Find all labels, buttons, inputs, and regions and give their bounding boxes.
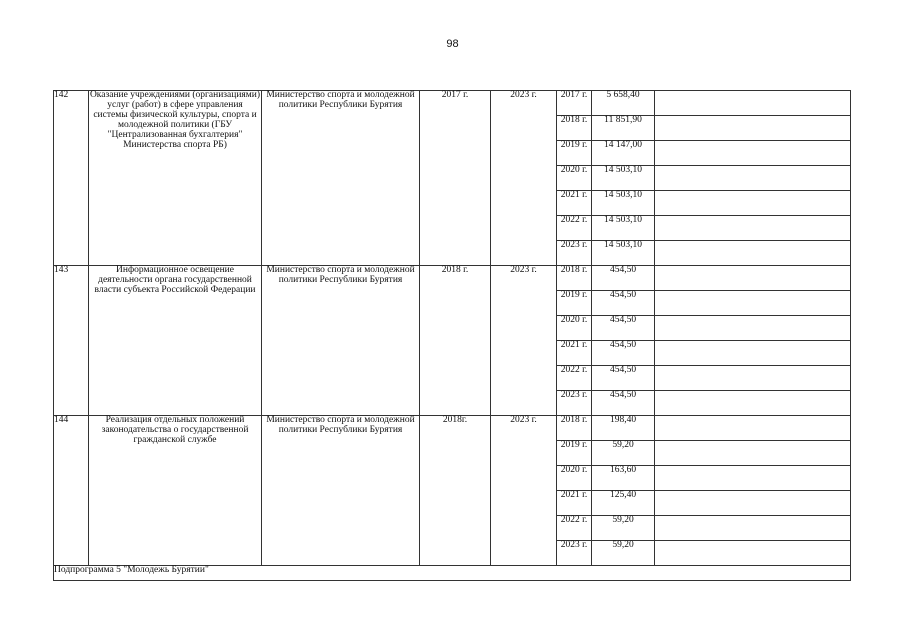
funding-year: 2018 г. <box>557 266 592 291</box>
empty-cell <box>655 466 851 491</box>
start-year: 2018 г. <box>420 266 491 416</box>
funding-year: 2021 г. <box>557 341 592 366</box>
empty-cell <box>655 441 851 466</box>
row-number: 142 <box>54 91 89 266</box>
funding-year: 2023 г. <box>557 241 592 266</box>
funding-year: 2022 г. <box>557 216 592 241</box>
funding-amount: 14 503,10 <box>592 191 655 216</box>
funding-amount: 163,60 <box>592 466 655 491</box>
funding-amount: 454,50 <box>592 291 655 316</box>
subprogram-row <box>54 566 851 581</box>
funding-amount: 59,20 <box>592 541 655 566</box>
subprogram-title: Подпрограмма 5 "Молодежь Бурятии" <box>54 566 851 581</box>
measure-name: Реализация отдельных положений законодательства о государственной гражданской службе <box>89 416 262 566</box>
empty-cell <box>655 191 851 216</box>
funding-amount: 454,50 <box>592 391 655 416</box>
funding-year: 2023 г. <box>557 541 592 566</box>
empty-cell <box>655 541 851 566</box>
funding-year: 2021 г. <box>557 191 592 216</box>
empty-cell <box>655 316 851 341</box>
funding-year: 2020 г. <box>557 466 592 491</box>
funding-year: 2022 г. <box>557 366 592 391</box>
empty-cell <box>655 116 851 141</box>
measure-name: Оказание учреждениями (организациями) услуг (работ) в сфере управления системы физической культуры, спорта и молодежной политики (ГБУ "Централизованная бухгалтерия" Министерства спорта РБ) <box>89 91 262 266</box>
empty-cell <box>655 216 851 241</box>
funding-year: 2018 г. <box>557 416 592 441</box>
empty-cell <box>655 341 851 366</box>
end-year: 2023 г. <box>491 416 557 566</box>
program-table <box>53 90 851 581</box>
funding-amount: 14 503,10 <box>592 241 655 266</box>
funding-amount: 125,40 <box>592 491 655 516</box>
funding-amount: 5 658,40 <box>592 91 655 116</box>
end-year: 2023 г. <box>491 91 557 266</box>
funding-amount: 198,40 <box>592 416 655 441</box>
funding-amount: 14 147,00 <box>592 141 655 166</box>
empty-cell <box>655 366 851 391</box>
funding-year: 2020 г. <box>557 166 592 191</box>
empty-cell <box>655 241 851 266</box>
row-number: 144 <box>54 416 89 566</box>
table-row <box>54 266 851 291</box>
start-year: 2017 г. <box>420 91 491 266</box>
start-year: 2018г. <box>420 416 491 566</box>
empty-cell <box>655 416 851 441</box>
funding-amount: 14 503,10 <box>592 216 655 241</box>
funding-amount: 14 503,10 <box>592 166 655 191</box>
funding-year: 2020 г. <box>557 316 592 341</box>
funding-amount: 454,50 <box>592 366 655 391</box>
funding-amount: 59,20 <box>592 441 655 466</box>
empty-cell <box>655 91 851 116</box>
funding-amount: 454,50 <box>592 266 655 291</box>
end-year: 2023 г. <box>491 266 557 416</box>
funding-year: 2022 г. <box>557 516 592 541</box>
funding-year: 2019 г. <box>557 441 592 466</box>
empty-cell <box>655 491 851 516</box>
funding-amount: 454,50 <box>592 316 655 341</box>
table-row <box>54 91 851 116</box>
funding-amount: 59,20 <box>592 516 655 541</box>
empty-cell <box>655 166 851 191</box>
empty-cell <box>655 266 851 291</box>
empty-cell <box>655 516 851 541</box>
measure-name: Информационное освещение деятельности органа государственной власти субъекта Российской Федерации <box>89 266 262 416</box>
empty-cell <box>655 291 851 316</box>
empty-cell <box>655 141 851 166</box>
funding-year: 2017 г. <box>557 91 592 116</box>
funding-amount: 11 851,90 <box>592 116 655 141</box>
funding-year: 2018 г. <box>557 116 592 141</box>
funding-year: 2021 г. <box>557 491 592 516</box>
empty-cell <box>655 391 851 416</box>
executor: Министерство спорта и молодежной политики Республики Бурятия <box>262 266 420 416</box>
funding-year: 2023 г. <box>557 391 592 416</box>
funding-amount: 454,50 <box>592 341 655 366</box>
funding-year: 2019 г. <box>557 291 592 316</box>
executor: Министерство спорта и молодежной политики Республики Бурятия <box>262 416 420 566</box>
funding-year: 2019 г. <box>557 141 592 166</box>
table-row <box>54 416 851 441</box>
page-number: 98 <box>446 38 459 50</box>
executor: Министерство спорта и молодежной политики Республики Бурятия <box>262 91 420 266</box>
row-number: 143 <box>54 266 89 416</box>
